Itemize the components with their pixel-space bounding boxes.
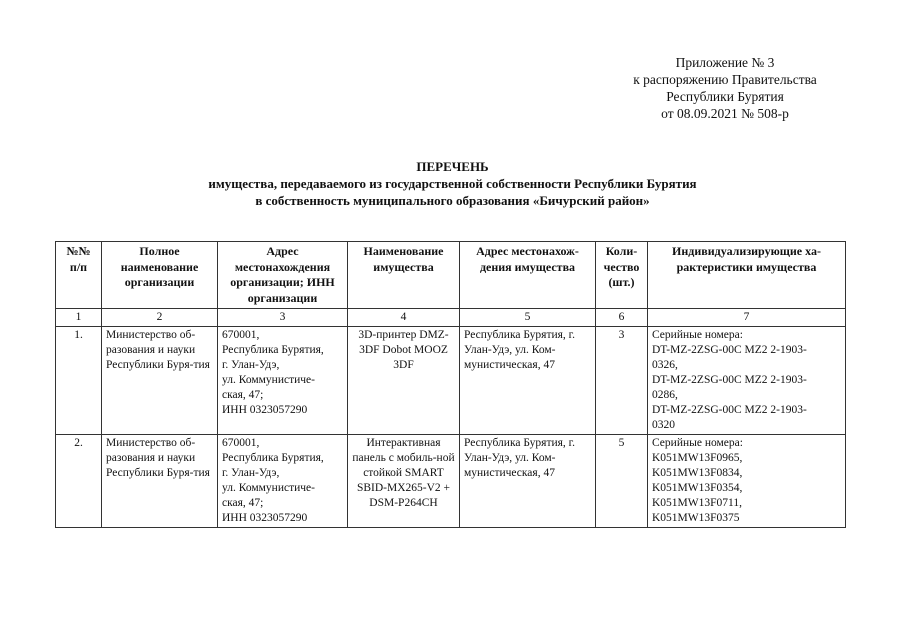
serial-line: K051MW13F0354, <box>652 482 743 494</box>
header-row <box>56 242 846 309</box>
header-cell-quantity: Коли-чество (шт.) <box>596 242 648 309</box>
appendix-line: к распоряжению Правительства <box>633 72 817 87</box>
address-line: Республика Бурятия, <box>222 344 324 356</box>
header-cell-org: Полное наименование организации <box>102 242 218 309</box>
header-cell-item-name: Наименование имущества <box>348 242 460 309</box>
document-title <box>0 158 905 209</box>
column-number: 6 <box>596 309 648 327</box>
serial-line: DT-MZ-2ZSG-00C MZ2 2-1903- <box>652 374 807 386</box>
column-number: 1 <box>56 309 102 327</box>
address-line: Республика Бурятия, <box>222 452 324 464</box>
serial-line: Серийные номера: <box>652 437 743 449</box>
title-line: имущества, передаваемого из государственной собственности Республики Бурятия <box>208 176 697 191</box>
address-line: ул. Коммунистиче- <box>222 482 315 494</box>
organization-address <box>218 435 348 528</box>
item-characteristics <box>648 435 846 528</box>
inn-line: ИНН 0323057290 <box>222 404 308 416</box>
organization-address <box>218 327 348 435</box>
title-line: в собственность муниципального образования «Бичурский район» <box>255 193 650 208</box>
serial-line: Серийные номера: <box>652 329 743 341</box>
appendix-line: Республики Бурятия <box>666 89 784 104</box>
appendix-line: от 08.09.2021 № 508-р <box>661 106 789 121</box>
address-line: ская, 47; <box>222 389 264 401</box>
organization-name: Министерство об-разования и науки Республики Буря-тия <box>102 435 218 528</box>
serial-line: K051MW13F0965, <box>652 452 743 464</box>
table-row <box>56 435 846 528</box>
address-line: 670001, <box>222 329 260 341</box>
property-table <box>55 241 846 528</box>
address-line: 670001, <box>222 437 260 449</box>
appendix-line: Приложение № 3 <box>675 55 775 70</box>
address-line: ская, 47; <box>222 497 264 509</box>
address-line: ул. Коммунистиче- <box>222 374 315 386</box>
address-line: г. Улан-Удэ, <box>222 467 280 479</box>
serial-line: DT-MZ-2ZSG-00C MZ2 2-1903- <box>652 404 807 416</box>
column-number: 5 <box>460 309 596 327</box>
header-cell-item-address: Адрес местонахож-дения имущества <box>460 242 596 309</box>
header-cell-org-address: Адрес местонахождения организации; ИНН организации <box>218 242 348 309</box>
item-address: Республика Бурятия, г. Улан-Удэ, ул. Ком-мунистическая, 47 <box>460 327 596 435</box>
serial-line: K051MW13F0711, <box>652 497 742 509</box>
serial-line: DT-MZ-2ZSG-00C MZ2 2-1903- <box>652 344 807 356</box>
row-number: 2. <box>56 435 102 528</box>
header-cell-characteristics: Индивидуализирующие ха-рактеристики имущества <box>648 242 846 309</box>
row-number: 1. <box>56 327 102 435</box>
column-number: 4 <box>348 309 460 327</box>
item-quantity: 5 <box>596 435 648 528</box>
serial-line: K051MW13F0834, <box>652 467 743 479</box>
address-line: г. Улан-Удэ, <box>222 359 280 371</box>
title-line: ПЕРЕЧЕНЬ <box>416 159 489 174</box>
organization-name: Министерство об-разования и науки Республики Буря-тия <box>102 327 218 435</box>
table-row <box>56 327 846 435</box>
item-quantity: 3 <box>596 327 648 435</box>
serial-line: 0326, <box>652 359 678 371</box>
inn-line: ИНН 0323057290 <box>222 512 308 524</box>
serial-line: K051MW13F0375 <box>652 512 740 524</box>
serial-line: 0320 <box>652 419 675 431</box>
column-number: 3 <box>218 309 348 327</box>
item-name: 3D-принтер DMZ-3DF Dobot MOOZ 3DF <box>348 327 460 435</box>
serial-line: 0286, <box>652 389 678 401</box>
header-cell-number: №№ п/п <box>56 242 102 309</box>
appendix-header <box>610 54 840 122</box>
item-name: Интерактивная панель с мобиль-ной стойкой SMART SBID-MX265-V2 + DSM-P264CH <box>348 435 460 528</box>
column-number: 7 <box>648 309 846 327</box>
column-number-row <box>56 309 846 327</box>
item-address: Республика Бурятия, г. Улан-Удэ, ул. Ком-мунистическая, 47 <box>460 435 596 528</box>
item-characteristics <box>648 327 846 435</box>
column-number: 2 <box>102 309 218 327</box>
